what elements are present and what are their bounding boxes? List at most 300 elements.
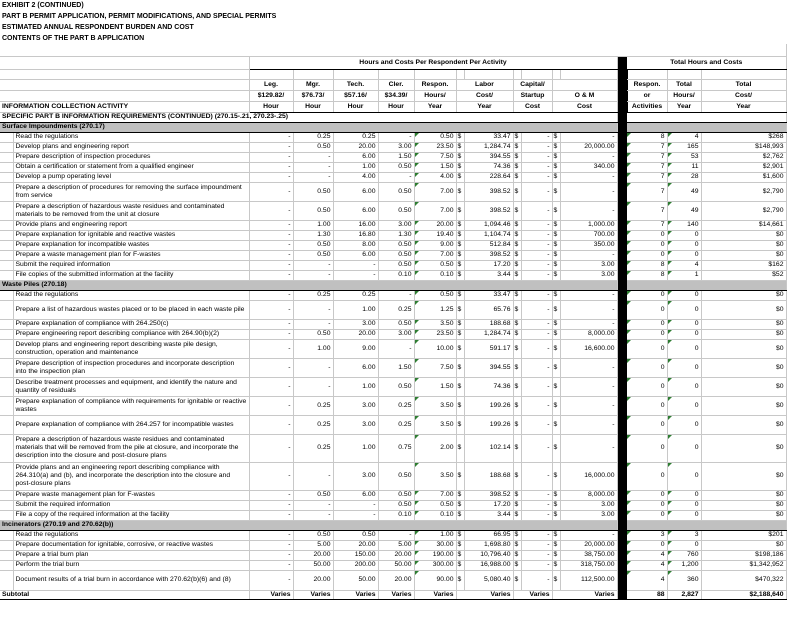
- column-header-tech: Tech.: [333, 79, 378, 90]
- currency-sign: $: [552, 319, 560, 329]
- capital-cost: -: [521, 500, 552, 510]
- column-header-cler: $34.39/: [378, 90, 414, 101]
- labor-cost: 199.26: [464, 415, 513, 434]
- labor-cost: 188.68: [464, 462, 513, 490]
- total-hours: 0: [667, 358, 701, 377]
- subtotal-capital: Varies: [513, 590, 552, 599]
- activity-row: [0, 377, 786, 396]
- capital-cost: -: [521, 240, 552, 250]
- tech-hours: 3.00: [333, 319, 378, 329]
- respondents-count: 0: [627, 415, 667, 434]
- mgr-hours: -: [293, 500, 333, 510]
- currency-sign: $: [456, 270, 464, 280]
- leg-hours: -: [249, 510, 293, 520]
- divider-bar: [617, 162, 627, 172]
- currency-sign: $: [456, 250, 464, 260]
- column-header-om: [552, 79, 617, 90]
- currency-sign: $: [552, 260, 560, 270]
- title-text: CONTENTS OF THE PART B APPLICATION: [2, 34, 145, 42]
- respondent-hours: 0.50: [414, 132, 456, 142]
- total-cost: $2,790: [701, 182, 786, 201]
- divider-bar: [617, 462, 627, 490]
- divider-bar: [617, 270, 627, 280]
- respondents-count: 0: [627, 339, 667, 358]
- currency-sign: $: [513, 550, 521, 560]
- total-hours: 11: [667, 162, 701, 172]
- mgr-hours: 1.00: [293, 339, 333, 358]
- section-heading: SPECIFIC PART B INFORMATION REQUIREMENTS (CONTINUED) (270.15-.21, 270.23-.25): [0, 112, 617, 122]
- total-hours: 0: [667, 415, 701, 434]
- currency-sign: $: [513, 152, 521, 162]
- mgr-hours: -: [293, 462, 333, 490]
- respondent-hours: 1.50: [414, 377, 456, 396]
- labor-cost: 17.20: [464, 260, 513, 270]
- activity-row: [0, 462, 786, 490]
- respondent-hours: 7.50: [414, 152, 456, 162]
- respondent-hours: 9.00: [414, 240, 456, 250]
- om-cost: -: [560, 290, 617, 300]
- total-cost: $2,762: [701, 152, 786, 162]
- activity-row: [0, 329, 786, 339]
- currency-sign: $: [513, 319, 521, 329]
- capital-cost: -: [521, 319, 552, 329]
- divider-bar: [617, 520, 627, 530]
- currency-sign: $: [513, 260, 521, 270]
- respondents-count: 7: [627, 152, 667, 162]
- labor-cost: 10,796.40: [464, 550, 513, 560]
- currency-sign: $: [513, 201, 521, 220]
- currency-sign: $: [513, 270, 521, 280]
- total-hours: 0: [667, 434, 701, 462]
- total-hours: 360: [667, 570, 701, 590]
- cler-hours: 20.00: [378, 550, 414, 560]
- total-cost: $268: [701, 132, 786, 142]
- labor-cost: 33.47: [464, 290, 513, 300]
- tech-hours: 1.00: [333, 162, 378, 172]
- cler-hours: 50.00: [378, 560, 414, 570]
- column-header-total_cost: Cost/: [701, 90, 786, 101]
- capital-cost: -: [521, 329, 552, 339]
- subtotal-labor: Varies: [456, 590, 513, 599]
- activity-description: File a copy of the required information at the facility: [13, 510, 249, 520]
- cler-hours: 0.50: [378, 462, 414, 490]
- cler-hours: -: [378, 290, 414, 300]
- activity-row: [0, 270, 786, 280]
- mgr-hours: 0.25: [293, 290, 333, 300]
- tech-hours: 200.00: [333, 560, 378, 570]
- respondents-count: 0: [627, 377, 667, 396]
- total-cost: $52: [701, 270, 786, 280]
- om-cost: 20,000.00: [560, 540, 617, 550]
- activity-row: [0, 182, 786, 201]
- total-hours: 4: [667, 260, 701, 270]
- labor-cost: 1,094.46: [464, 220, 513, 230]
- total-hours: 3: [667, 530, 701, 540]
- om-cost: -: [560, 319, 617, 329]
- mgr-hours: 5.00: [293, 540, 333, 550]
- currency-sign: $: [552, 510, 560, 520]
- tech-hours: 3.00: [333, 415, 378, 434]
- cler-hours: 1.50: [378, 358, 414, 377]
- currency-sign: $: [552, 462, 560, 490]
- capital-cost: -: [521, 570, 552, 590]
- mgr-hours: -: [293, 172, 333, 182]
- currency-sign: $: [456, 570, 464, 590]
- activity-row: [0, 250, 786, 260]
- tech-hours: -: [333, 260, 378, 270]
- currency-sign: $: [513, 220, 521, 230]
- column-header-respondents: or: [627, 90, 667, 101]
- total-cost: $0: [701, 329, 786, 339]
- om-cost: 700.00: [560, 230, 617, 240]
- labor-cost: 33.47: [464, 132, 513, 142]
- labor-cost: 1,104.74: [464, 230, 513, 240]
- activity-description: Develop plans and engineering report: [13, 142, 249, 152]
- currency-sign: $: [552, 270, 560, 280]
- activity-description: Prepare a trial burn plan: [13, 550, 249, 560]
- currency-sign: $: [456, 220, 464, 230]
- respondent-hours: 3.50: [414, 396, 456, 415]
- tech-hours: 6.00: [333, 250, 378, 260]
- mgr-hours: 0.50: [293, 182, 333, 201]
- divider-bar: [617, 172, 627, 182]
- divider-bar: [617, 220, 627, 230]
- activity-description: Prepare explanation of compliance with 264.257 for incompatible wastes: [13, 415, 249, 434]
- leg-hours: -: [249, 500, 293, 510]
- activity-row: [0, 290, 786, 300]
- currency-sign: $: [552, 500, 560, 510]
- activity-row: [0, 260, 786, 270]
- mgr-hours: 1.00: [293, 220, 333, 230]
- column-header-labor: Labor: [456, 79, 513, 90]
- respondent-hours: 300.00: [414, 560, 456, 570]
- currency-sign: $: [456, 240, 464, 250]
- title-text: ESTIMATED ANNUAL RESPONDENT BURDEN AND COST: [2, 23, 194, 31]
- title-line: [0, 0, 786, 11]
- cler-hours: -: [378, 339, 414, 358]
- currency-sign: $: [552, 300, 560, 319]
- total-cost: $0: [701, 434, 786, 462]
- divider-bar: [617, 152, 627, 162]
- capital-cost: -: [521, 396, 552, 415]
- total-cost: $162: [701, 260, 786, 270]
- cler-hours: 0.25: [378, 300, 414, 319]
- column-header-mgr: Mgr.: [293, 79, 333, 90]
- title-text: PART B PERMIT APPLICATION, PERMIT MODIFICATIONS, AND SPECIAL PERMITS: [2, 12, 277, 20]
- subtotal-hrs: Varies: [414, 590, 456, 599]
- mgr-hours: -: [293, 319, 333, 329]
- labor-cost: 65.76: [464, 300, 513, 319]
- mgr-hours: -: [293, 300, 333, 319]
- total-cost: $0: [701, 377, 786, 396]
- respondents-count: 0: [627, 319, 667, 329]
- mgr-hours: -: [293, 510, 333, 520]
- activity-description: Perform the trial burn: [13, 560, 249, 570]
- labor-cost: 591.17: [464, 339, 513, 358]
- currency-sign: $: [513, 300, 521, 319]
- currency-sign: $: [456, 377, 464, 396]
- leg-hours: -: [249, 172, 293, 182]
- currency-sign: $: [456, 172, 464, 182]
- respondents-count: 8: [627, 132, 667, 142]
- respondents-count: 0: [627, 240, 667, 250]
- total-cost: $0: [701, 339, 786, 358]
- currency-sign: $: [552, 152, 560, 162]
- column-header-om: Cost: [552, 101, 617, 112]
- om-cost: -: [560, 377, 617, 396]
- labor-cost: 199.26: [464, 396, 513, 415]
- total-hours: 760: [667, 550, 701, 560]
- subsection-title: Incinerators (270.19 and 270.62(b)): [0, 520, 617, 530]
- respondent-hours: 90.00: [414, 570, 456, 590]
- column-header-row: [0, 101, 786, 112]
- divider-bar: [617, 79, 627, 90]
- currency-sign: $: [513, 490, 521, 500]
- om-cost: 3.00: [560, 260, 617, 270]
- total-cost: $0: [701, 290, 786, 300]
- total-cost: $1,342,952: [701, 560, 786, 570]
- subtotal-cler: Varies: [378, 590, 414, 599]
- activity-row: [0, 172, 786, 182]
- total-hours: 0: [667, 377, 701, 396]
- leg-hours: -: [249, 132, 293, 142]
- total-hours: 1,200: [667, 560, 701, 570]
- divider-bar: [617, 415, 627, 434]
- column-header-respon_hours: Hours/: [414, 90, 456, 101]
- activity-description: Prepare documentation for ignitable, corrosive, or reactive wastes: [13, 540, 249, 550]
- cler-hours: 0.50: [378, 201, 414, 220]
- subsection-row: [0, 280, 786, 290]
- currency-sign: $: [456, 396, 464, 415]
- currency-sign: $: [456, 132, 464, 142]
- total-cost: $0: [701, 300, 786, 319]
- om-cost: -: [560, 358, 617, 377]
- column-header-respondents: Respon.: [627, 79, 667, 90]
- mgr-hours: 0.25: [293, 132, 333, 142]
- leg-hours: -: [249, 182, 293, 201]
- capital-cost: -: [521, 230, 552, 240]
- respondents-count: 8: [627, 270, 667, 280]
- divider-bar: [617, 56, 627, 69]
- leg-hours: -: [249, 462, 293, 490]
- column-header-capital: Cost: [513, 101, 552, 112]
- respondent-hours: 3.50: [414, 462, 456, 490]
- cler-hours: 0.50: [378, 260, 414, 270]
- respondents-count: 7: [627, 162, 667, 172]
- capital-cost: -: [521, 377, 552, 396]
- respondents-count: 0: [627, 230, 667, 240]
- om-cost: -: [560, 250, 617, 260]
- tech-hours: 4.00: [333, 172, 378, 182]
- mgr-hours: -: [293, 377, 333, 396]
- respondents-count: 0: [627, 300, 667, 319]
- currency-sign: $: [513, 329, 521, 339]
- respondents-count: 0: [627, 490, 667, 500]
- currency-sign: $: [552, 490, 560, 500]
- activity-description: Prepare description of inspection procedures and incorporate description into the inspection plan: [13, 358, 249, 377]
- divider-bar: [617, 500, 627, 510]
- tech-hours: 50.00: [333, 570, 378, 590]
- mgr-hours: 0.50: [293, 490, 333, 500]
- currency-sign: $: [552, 172, 560, 182]
- cler-hours: 1.30: [378, 230, 414, 240]
- om-cost: -: [560, 415, 617, 434]
- capital-cost: -: [521, 162, 552, 172]
- leg-hours: -: [249, 415, 293, 434]
- leg-hours: -: [249, 339, 293, 358]
- labor-cost: 1,284.74: [464, 329, 513, 339]
- total-cost: $198,186: [701, 550, 786, 560]
- currency-sign: $: [552, 201, 560, 220]
- respondents-count: 4: [627, 570, 667, 590]
- activity-description: Obtain a certification or statement from a qualified engineer: [13, 162, 249, 172]
- currency-sign: $: [513, 240, 521, 250]
- respondent-hours: 0.10: [414, 270, 456, 280]
- capital-cost: -: [521, 510, 552, 520]
- respondent-hours: 1.00: [414, 530, 456, 540]
- leg-hours: -: [249, 329, 293, 339]
- cler-hours: 0.50: [378, 377, 414, 396]
- subtotal-leg: Varies: [249, 590, 293, 599]
- mgr-hours: 50.00: [293, 560, 333, 570]
- column-header-capital: Capital/: [513, 79, 552, 90]
- activity-description: Provide plans and engineering report: [13, 220, 249, 230]
- tech-hours: -: [333, 500, 378, 510]
- tech-hours: 16.80: [333, 230, 378, 240]
- total-hours: 53: [667, 152, 701, 162]
- currency-sign: $: [513, 570, 521, 590]
- currency-sign: $: [552, 240, 560, 250]
- column-header-row: [0, 79, 786, 90]
- total-hours: 0: [667, 230, 701, 240]
- activity-row: [0, 142, 786, 152]
- respondents-count: 0: [627, 510, 667, 520]
- mgr-hours: 0.50: [293, 250, 333, 260]
- divider-bar: [617, 250, 627, 260]
- capital-cost: -: [521, 270, 552, 280]
- currency-sign: $: [456, 339, 464, 358]
- capital-cost: -: [521, 290, 552, 300]
- divider-bar: [617, 590, 627, 599]
- cler-hours: 0.75: [378, 434, 414, 462]
- labor-cost: 74.36: [464, 377, 513, 396]
- leg-hours: -: [249, 220, 293, 230]
- leg-hours: -: [249, 530, 293, 540]
- divider-bar: [617, 570, 627, 590]
- spacer-row: [0, 69, 786, 79]
- divider-bar: [617, 90, 627, 101]
- currency-sign: $: [552, 570, 560, 590]
- activity-description: Prepare a description of procedures for removing the surface impoundment from service: [13, 182, 249, 201]
- currency-sign: $: [456, 290, 464, 300]
- divider-bar: [617, 182, 627, 201]
- subsection-title: Surface Impoundments (270.17): [0, 122, 617, 132]
- column-header-cler: Cler.: [378, 79, 414, 90]
- activity-row: [0, 570, 786, 590]
- subsection-row: [0, 122, 786, 132]
- tech-hours: 9.00: [333, 339, 378, 358]
- group-header-row: [0, 56, 786, 69]
- respondents-count: 4: [627, 550, 667, 560]
- subsection-title: Waste Piles (270.18): [0, 280, 617, 290]
- currency-sign: $: [456, 434, 464, 462]
- currency-sign: $: [456, 530, 464, 540]
- activity-row: [0, 550, 786, 560]
- om-cost: -: [560, 300, 617, 319]
- activity-description: Read the regulations: [13, 132, 249, 142]
- activity-row: [0, 220, 786, 230]
- currency-sign: $: [513, 540, 521, 550]
- currency-sign: $: [552, 434, 560, 462]
- leg-hours: -: [249, 270, 293, 280]
- subtotal-label: Subtotal: [0, 590, 249, 599]
- activity-description: Read the regulations: [13, 290, 249, 300]
- subtotal-thrs: 2,827: [667, 590, 701, 599]
- capital-cost: -: [521, 560, 552, 570]
- om-cost: -: [560, 152, 617, 162]
- tech-hours: 3.00: [333, 462, 378, 490]
- cler-hours: 0.50: [378, 250, 414, 260]
- currency-sign: $: [456, 490, 464, 500]
- labor-cost: 394.55: [464, 358, 513, 377]
- labor-cost: 74.36: [464, 162, 513, 172]
- total-hours: 49: [667, 182, 701, 201]
- respondent-hours: 23.50: [414, 142, 456, 152]
- mgr-hours: 20.00: [293, 550, 333, 560]
- tech-hours: 20.00: [333, 540, 378, 550]
- total-cost: $14,661: [701, 220, 786, 230]
- om-cost: 318,750.00: [560, 560, 617, 570]
- cler-hours: -: [378, 132, 414, 142]
- om-cost: -: [560, 201, 617, 220]
- currency-sign: $: [552, 142, 560, 152]
- total-hours: 4: [667, 132, 701, 142]
- respondent-hours: 190.00: [414, 550, 456, 560]
- cler-hours: 0.50: [378, 182, 414, 201]
- divider-bar: [617, 290, 627, 300]
- currency-sign: $: [456, 300, 464, 319]
- leg-hours: -: [249, 540, 293, 550]
- respondent-hours: 23.50: [414, 329, 456, 339]
- respondent-hours: 1.50: [414, 162, 456, 172]
- currency-sign: $: [552, 162, 560, 172]
- currency-sign: $: [513, 162, 521, 172]
- respondents-count: 7: [627, 201, 667, 220]
- labor-cost: 1,698.80: [464, 540, 513, 550]
- currency-sign: $: [513, 500, 521, 510]
- mgr-hours: 0.50: [293, 329, 333, 339]
- respondents-count: 7: [627, 182, 667, 201]
- capital-cost: -: [521, 415, 552, 434]
- divider-bar: [617, 329, 627, 339]
- capital-cost: -: [521, 358, 552, 377]
- currency-sign: $: [456, 260, 464, 270]
- respondent-hours: 0.50: [414, 260, 456, 270]
- leg-hours: -: [249, 162, 293, 172]
- om-cost: 38,750.00: [560, 550, 617, 560]
- respondent-hours: 0.50: [414, 290, 456, 300]
- respondents-count: 0: [627, 500, 667, 510]
- column-header-leg: Hour: [249, 101, 293, 112]
- divider-bar: [617, 339, 627, 358]
- currency-sign: $: [513, 530, 521, 540]
- currency-sign: $: [513, 172, 521, 182]
- total-hours: 0: [667, 300, 701, 319]
- respondent-hours: 10.00: [414, 339, 456, 358]
- om-cost: 340.00: [560, 162, 617, 172]
- leg-hours: -: [249, 550, 293, 560]
- respondents-count: 0: [627, 358, 667, 377]
